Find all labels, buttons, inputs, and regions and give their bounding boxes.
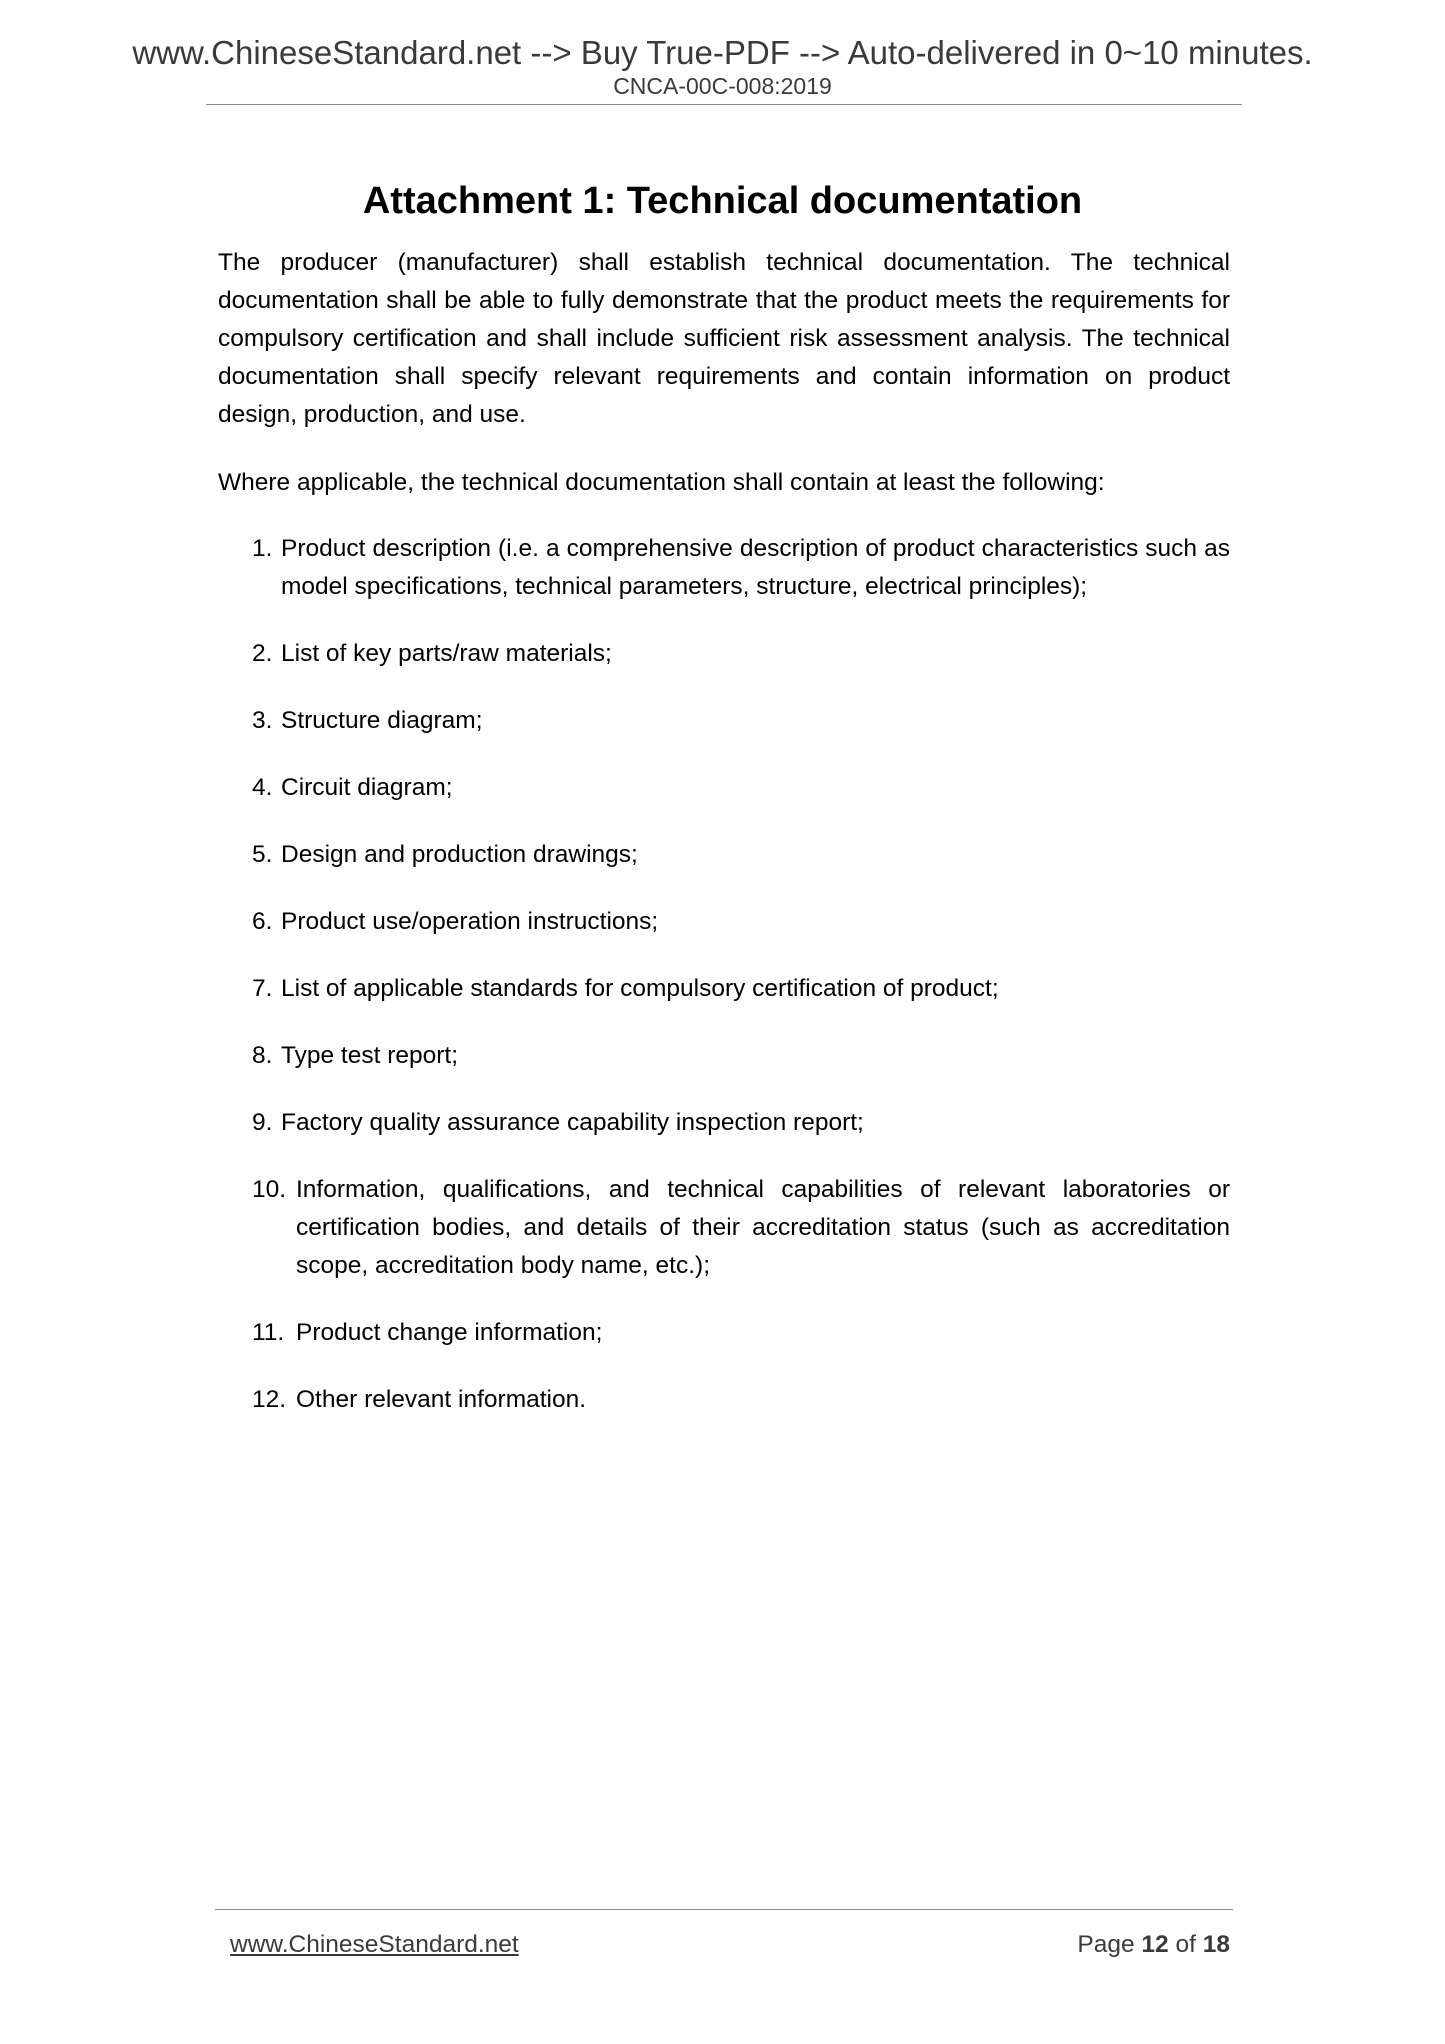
list-item — [252, 836, 1230, 874]
list-item-text: Circuit diagram; — [281, 774, 453, 801]
list-item — [252, 1314, 1230, 1352]
list-item-number: 3. — [252, 707, 273, 734]
page-of-label: of — [1175, 1931, 1196, 1958]
list-item — [252, 530, 1230, 606]
document-code: CNCA-00C-008:2019 — [613, 73, 832, 99]
list-item-number: 12. — [252, 1386, 287, 1413]
list-item-text: Product use/operation instructions; — [281, 908, 659, 935]
list-item-text: List of key parts/raw materials; — [281, 640, 612, 667]
list-item-number: 9. — [252, 1109, 273, 1136]
page-title: Attachment 1: Technical documentation — [362, 180, 1083, 223]
footer-divider — [215, 1909, 1233, 1910]
list-item-number: 1. — [252, 535, 273, 562]
page-current: 12 — [1141, 1931, 1169, 1958]
list-item — [252, 702, 1230, 740]
list-item-number: 5. — [252, 841, 273, 868]
list-item — [252, 903, 1230, 941]
list-item — [252, 1037, 1230, 1075]
footer-site-link[interactable]: www.ChineseStandard.net — [230, 1931, 519, 1958]
page-number — [1077, 1930, 1230, 1959]
required-documents-list — [252, 530, 1230, 1448]
list-item-number: 11. — [252, 1319, 285, 1346]
list-item — [252, 769, 1230, 807]
list-item-text: Type test report; — [281, 1042, 459, 1069]
list-item-number: 2. — [252, 640, 273, 667]
page-total: 18 — [1202, 1931, 1230, 1958]
list-item — [252, 1381, 1230, 1419]
list-item-text: Other relevant information. — [296, 1386, 587, 1413]
list-item-text: Factory quality assurance capability inspection report; — [281, 1109, 864, 1136]
header-divider — [206, 104, 1242, 105]
list-item-text: Design and production drawings; — [281, 841, 638, 868]
list-item-number: 6. — [252, 908, 273, 935]
lead-paragraph: Where applicable, the technical documentation shall contain at least the following: — [218, 469, 1105, 496]
list-item-text: Information, qualifications, and technical capabilities of relevant laboratories or certification bodies, and details of their accreditation status (such as accreditation scope, accreditation body name, etc.); — [296, 1176, 1230, 1279]
list-item — [252, 970, 1230, 1008]
list-item-number: 7. — [252, 975, 273, 1002]
list-item-text: Product description (i.e. a comprehensive description of product characteristics such as model specifications, technical parameters, structure, electrical principles); — [281, 535, 1230, 600]
list-item-number: 8. — [252, 1042, 273, 1069]
list-item-number: 10. — [252, 1176, 287, 1203]
list-item — [252, 635, 1230, 673]
list-item — [252, 1171, 1230, 1285]
page-label: Page — [1077, 1931, 1135, 1958]
intro-paragraph: The producer (manufacturer) shall establish technical documentation. The technical documentation shall be able to fully demonstrate that the product meets the requirements for compulsory certification and shall include sufficient risk assessment analysis. The technical documentation shall specify relevant requirements and contain information on product design, production, and use. — [218, 249, 1230, 428]
list-item-text: Product change information; — [296, 1319, 603, 1346]
list-item-number: 4. — [252, 774, 273, 801]
list-item — [252, 1104, 1230, 1142]
list-item-text: Structure diagram; — [281, 707, 483, 734]
list-item-text: List of applicable standards for compulsory certification of product; — [281, 975, 999, 1002]
header-banner: www.ChineseStandard.net --> Buy True-PDF --> Auto-delivered in 0~10 minutes. — [132, 34, 1313, 71]
